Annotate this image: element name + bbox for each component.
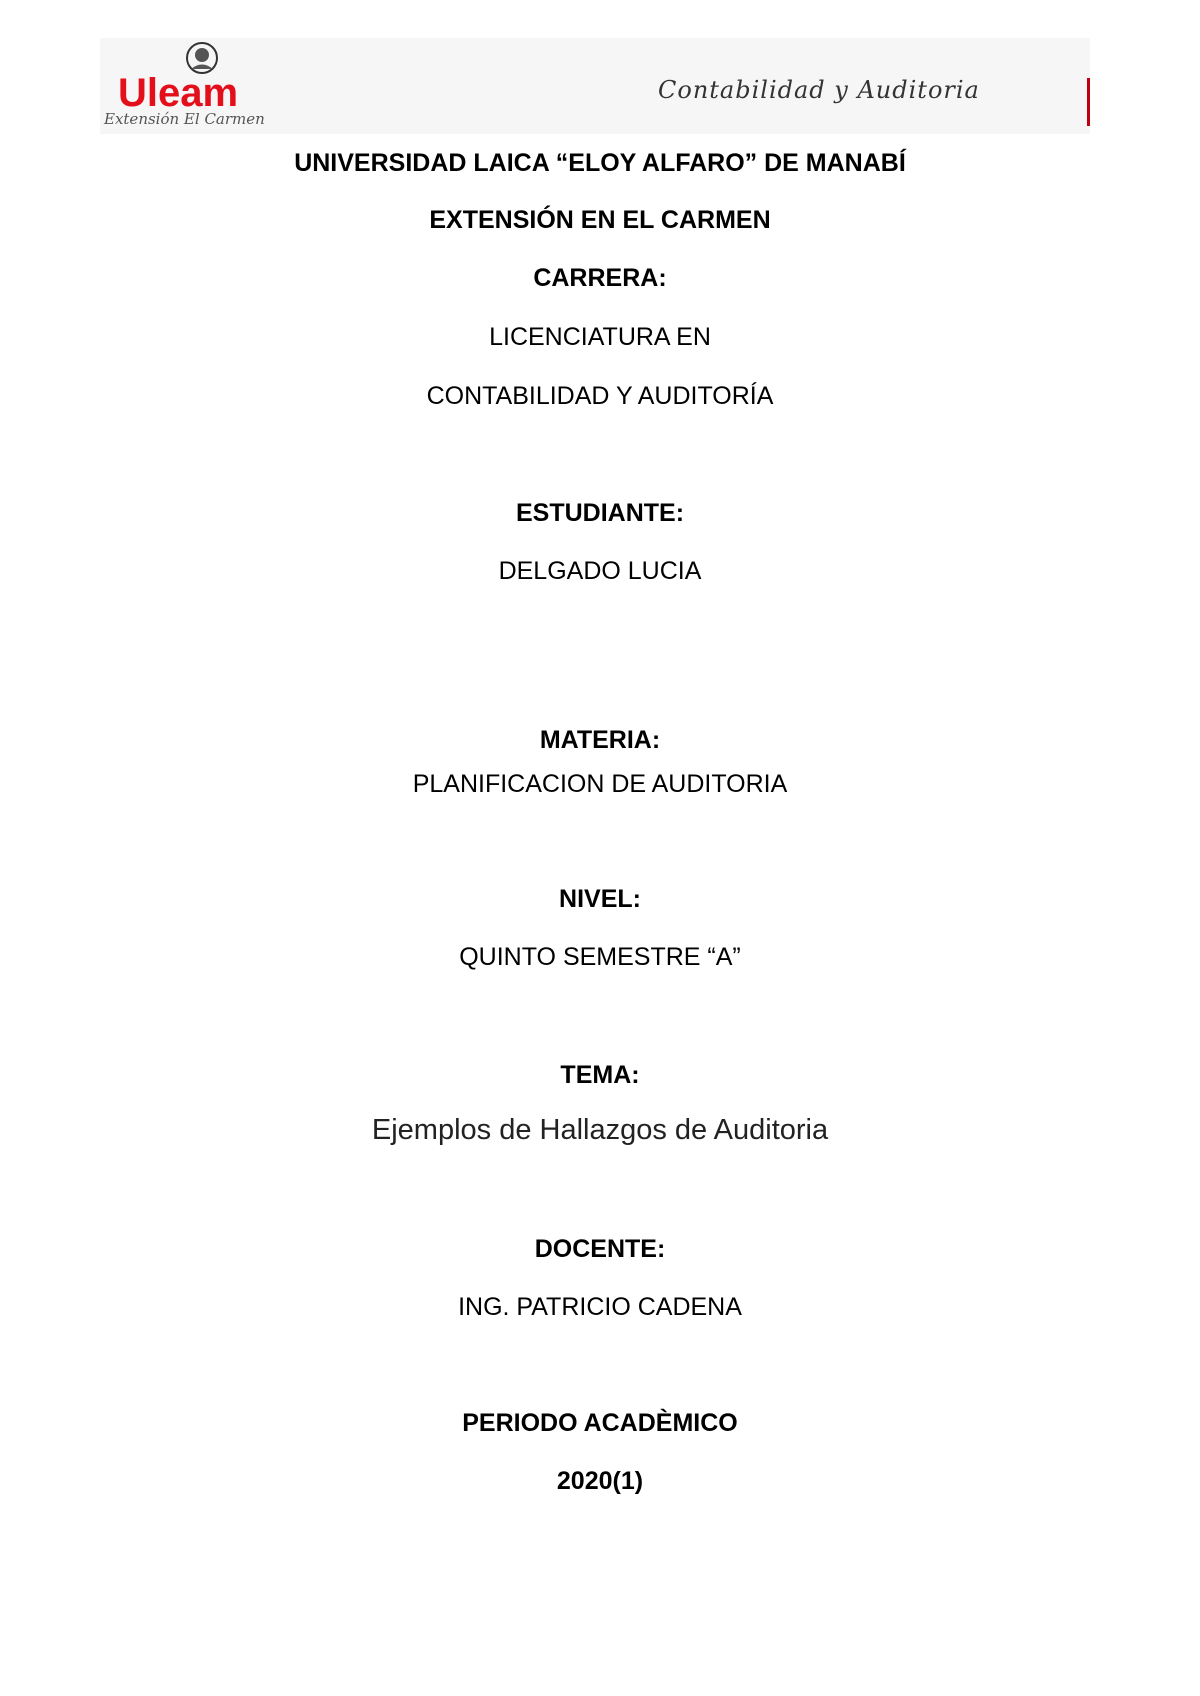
teacher-label: DOCENTE: (534, 1235, 666, 1263)
student-label: ESTUDIANTE: (515, 499, 685, 527)
student-name: DELGADO LUCIA (498, 557, 702, 585)
topic-value: Ejemplos de Hallazgos de Auditoria (371, 1114, 829, 1146)
teacher-name: ING. PATRICIO CADENA (458, 1293, 742, 1321)
level-value: QUINTO SEMESTRE “A” (459, 943, 741, 971)
career-line-2: CONTABILIDAD Y AUDITORÍA (426, 382, 774, 410)
career-label: CARRERA: (533, 264, 667, 292)
period-value: 2020(1) (556, 1467, 644, 1495)
level-label: NIVEL: (559, 885, 641, 913)
topic-label: TEMA: (560, 1061, 640, 1089)
header-script-title (658, 70, 1078, 120)
logo-subtitle: Extensión El Carmen (104, 110, 265, 128)
uleam-logo (100, 38, 320, 134)
career-line-1: LICENCIATURA EN (489, 323, 711, 351)
extension-name: EXTENSIÓN EN EL CARMEN (429, 206, 771, 234)
university-name: UNIVERSIDAD LAICA “ELOY ALFARO” DE MANABÍ (294, 149, 906, 177)
document-header (100, 38, 1090, 134)
subject-value: PLANIFICACION DE AUDITORIA (412, 770, 788, 798)
logo-brand: Uleam (118, 71, 239, 115)
period-label: PERIODO ACADÈMICO (462, 1409, 738, 1437)
portrait-icon (187, 43, 217, 73)
header-accent-rule (1087, 78, 1090, 126)
subject-label: MATERIA: (539, 726, 661, 754)
script-title-text: Contabilidad y Auditoria (658, 76, 980, 104)
